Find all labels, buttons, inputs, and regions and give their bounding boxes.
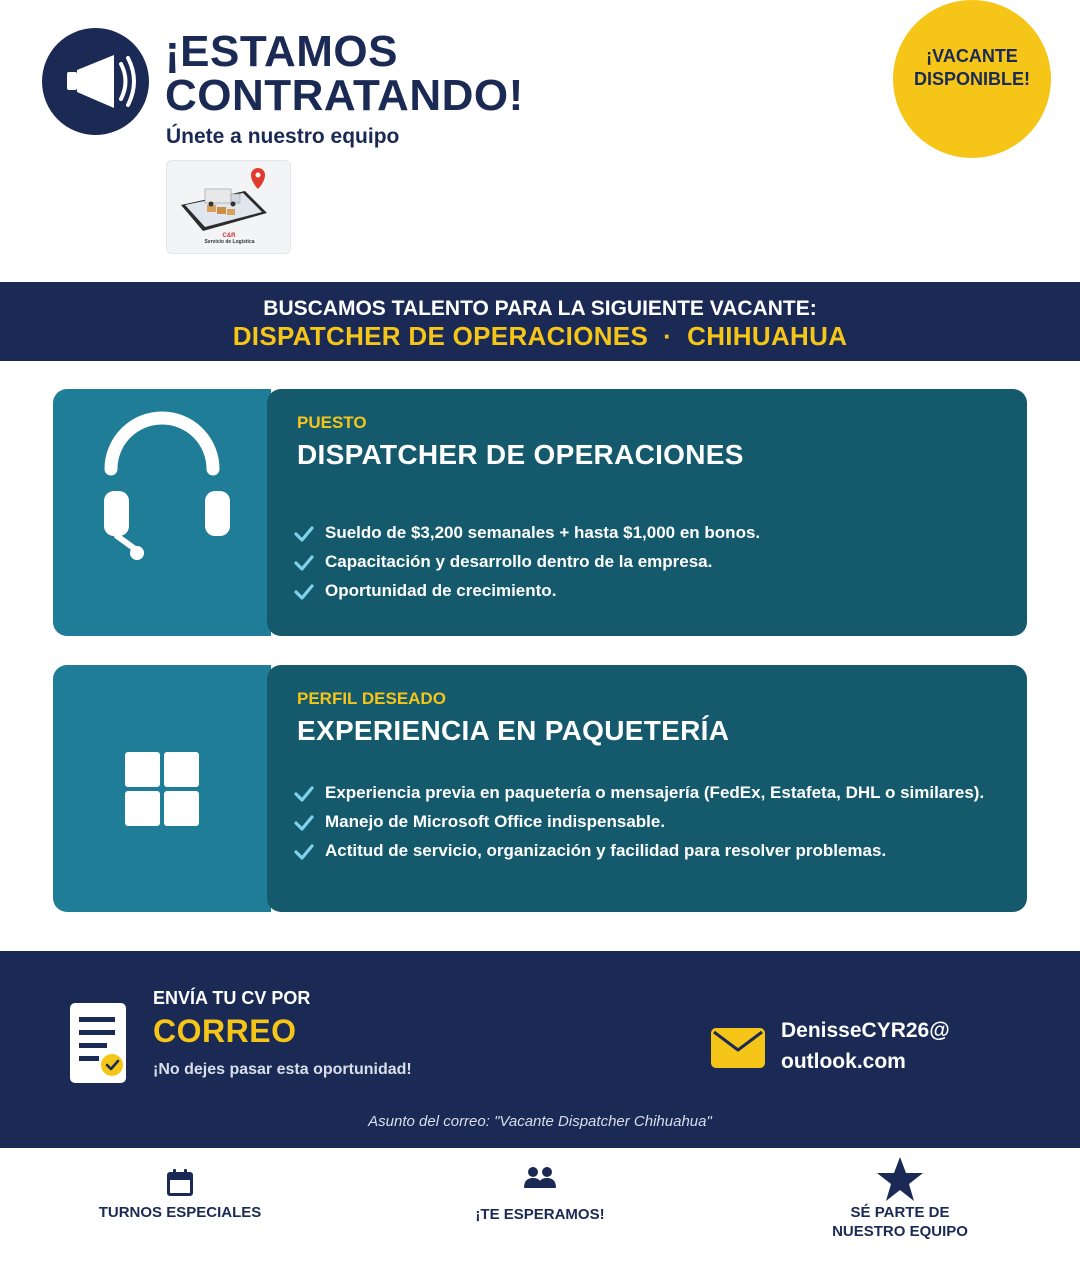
title-line-2: CONTRATANDO! [165,71,524,120]
vacancy-badge [893,0,1051,158]
check-icon [293,581,315,603]
company-logo [166,160,291,254]
badge-line-2: DISPONIBLE! [913,69,1030,89]
card-title: EXPERIENCIA EN PAQUETERÍA [297,715,730,746]
windows-grid-icon [53,665,271,912]
badge-line-1: ¡VACANTE [926,46,1018,66]
headset-icon [53,389,271,636]
check-icon [293,523,315,545]
list-item: Oportunidad de crecimiento. [293,580,1003,602]
email-line-1: DenisseCYR26@ [781,1019,950,1042]
header [0,0,1080,282]
cta-pre: ENVÍA TU CV POR [153,988,311,1008]
calendar-icon [165,1168,195,1198]
megaphone-icon [42,28,149,135]
footer [0,1148,1080,1275]
list-item: Sueldo de $3,200 semanales + hasta $1,000 en bonos. [293,522,1003,544]
banner-position: DISPATCHER DE OPERACIONES · CHIHUAHUA [232,321,848,351]
footer-label [750,1203,1050,1241]
cta-method: CORREO [153,1013,297,1049]
apply-section [0,951,1080,1148]
check-icon [293,812,315,834]
list-item: Manejo de Microsoft Office indispensable. [293,811,1003,833]
profile-card [53,665,1027,912]
check-icon [293,552,315,574]
email-address[interactable] [781,1015,950,1077]
card-label: PUESTO [297,413,367,432]
footer-label-line-1: SÉ PARTE DE [850,1204,950,1221]
footer-item-welcome [390,1148,690,1224]
mail-icon [711,1028,765,1068]
logo-caption: Servicio de Logística [204,239,255,245]
footer-label-line-2: NUESTRO EQUIPO [832,1223,968,1240]
requirements-list [293,782,1003,869]
card-title: DISPATCHER DE OPERACIONES [297,439,744,470]
card-icon-panel [53,389,271,636]
star-icon [876,1156,924,1202]
banner-heading: BUSCAMOS TALENTO PARA LA SIGUIENTE VACANTE: [263,297,817,320]
page-title [165,27,524,120]
vacancy-banner [0,282,1080,361]
card-label: PERFIL DESEADO [297,689,446,708]
title-line-1: ¡ESTAMOS [165,27,398,76]
card-body [267,389,1027,636]
check-icon [293,783,315,805]
card-body [267,665,1027,912]
email-line-2: outlook.com [781,1050,906,1073]
benefits-list [293,522,1003,609]
email-subject: Asunto del correo: "Vacante Dispatcher Chihuahua" [368,1113,712,1130]
position-card [53,389,1027,636]
check-icon [293,841,315,863]
page-subtitle: Únete a nuestro equipo [166,125,400,148]
footer-item-team [750,1148,1050,1241]
footer-item-shifts [30,1148,330,1222]
cta-note: ¡No dejes pasar esta oportunidad! [153,1061,412,1078]
footer-label: ¡TE ESPERAMOS! [475,1206,605,1223]
footer-label: TURNOS ESPECIALES [98,1204,262,1221]
document-check-icon [70,1003,126,1083]
svg-text:C&R: C&R [222,233,236,239]
list-item: Actitud de servicio, organización y facilidad para resolver problemas. [293,840,1003,862]
list-item: Capacitación y desarrollo dentro de la empresa. [293,551,1003,573]
list-item: Experiencia previa en paquetería o mensajería (FedEx, Estafeta, DHL o similares). [293,782,1003,804]
card-icon-panel [53,665,271,912]
users-icon [523,1166,557,1190]
